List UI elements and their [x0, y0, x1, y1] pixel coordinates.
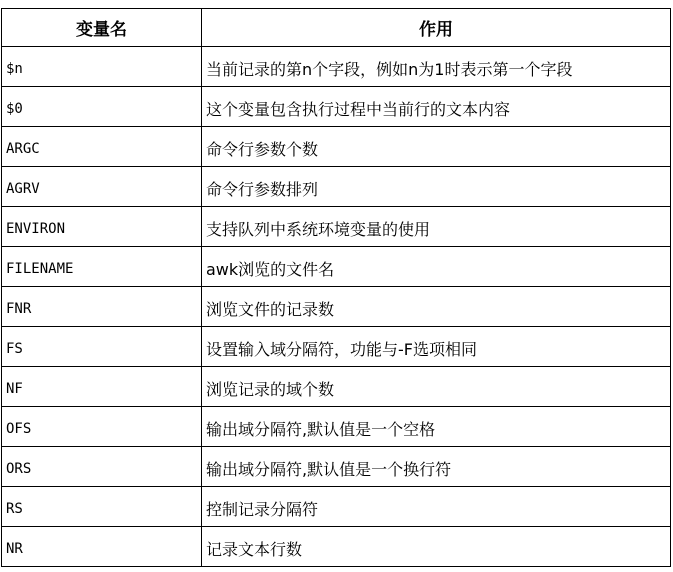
- variable-name-cell: ENVIRON: [2, 207, 202, 247]
- variable-name-cell: FNR: [2, 287, 202, 327]
- variable-description-cell: 命令行参数个数: [202, 127, 671, 167]
- variable-description-cell: 当前记录的第n个字段，例如n为1时表示第一个字段: [202, 47, 671, 87]
- table-row: [2, 327, 671, 367]
- table-row: [2, 367, 671, 407]
- variable-name-cell: ORS: [2, 447, 202, 487]
- table-row: [2, 127, 671, 167]
- variable-name-cell: NF: [2, 367, 202, 407]
- variable-description-cell: 浏览记录的域个数: [202, 367, 671, 407]
- table-row: [2, 447, 671, 487]
- variable-description-cell: 这个变量包含执行过程中当前行的文本内容: [202, 87, 671, 127]
- header-variable-name: 变量名: [2, 9, 202, 47]
- variable-name-cell: FS: [2, 327, 202, 367]
- variable-description-cell: awk浏览的文件名: [202, 247, 671, 287]
- table-header-row: [2, 9, 671, 47]
- variable-description-cell: 浏览文件的记录数: [202, 287, 671, 327]
- variable-name-cell: OFS: [2, 407, 202, 447]
- variable-name-cell: AGRV: [2, 167, 202, 207]
- table-row: [2, 47, 671, 87]
- variable-description-cell: 支持队列中系统环境变量的使用: [202, 207, 671, 247]
- variable-description-cell: 设置输入域分隔符，功能与-F选项相同: [202, 327, 671, 367]
- variable-description-cell: 命令行参数排列: [202, 167, 671, 207]
- variable-name-cell: $n: [2, 47, 202, 87]
- variable-name-cell: FILENAME: [2, 247, 202, 287]
- table-row: [2, 167, 671, 207]
- table-row: [2, 487, 671, 527]
- table-row: [2, 87, 671, 127]
- variable-name-cell: $0: [2, 87, 202, 127]
- table-row: [2, 207, 671, 247]
- variable-description-cell: 控制记录分隔符: [202, 487, 671, 527]
- table-row: [2, 407, 671, 447]
- variable-description-cell: 输出域分隔符,默认值是一个空格: [202, 407, 671, 447]
- table-row: [2, 247, 671, 287]
- variable-description-cell: 输出域分隔符,默认值是一个换行符: [202, 447, 671, 487]
- variable-name-cell: NR: [2, 527, 202, 567]
- variable-name-cell: RS: [2, 487, 202, 527]
- variable-description-cell: 记录文本行数: [202, 527, 671, 567]
- table-row: [2, 527, 671, 567]
- variable-name-cell: ARGC: [2, 127, 202, 167]
- awk-variables-table: [1, 8, 671, 567]
- table-row: [2, 287, 671, 327]
- awk-variables-table-container: [1, 8, 670, 567]
- header-purpose: 作用: [202, 9, 671, 47]
